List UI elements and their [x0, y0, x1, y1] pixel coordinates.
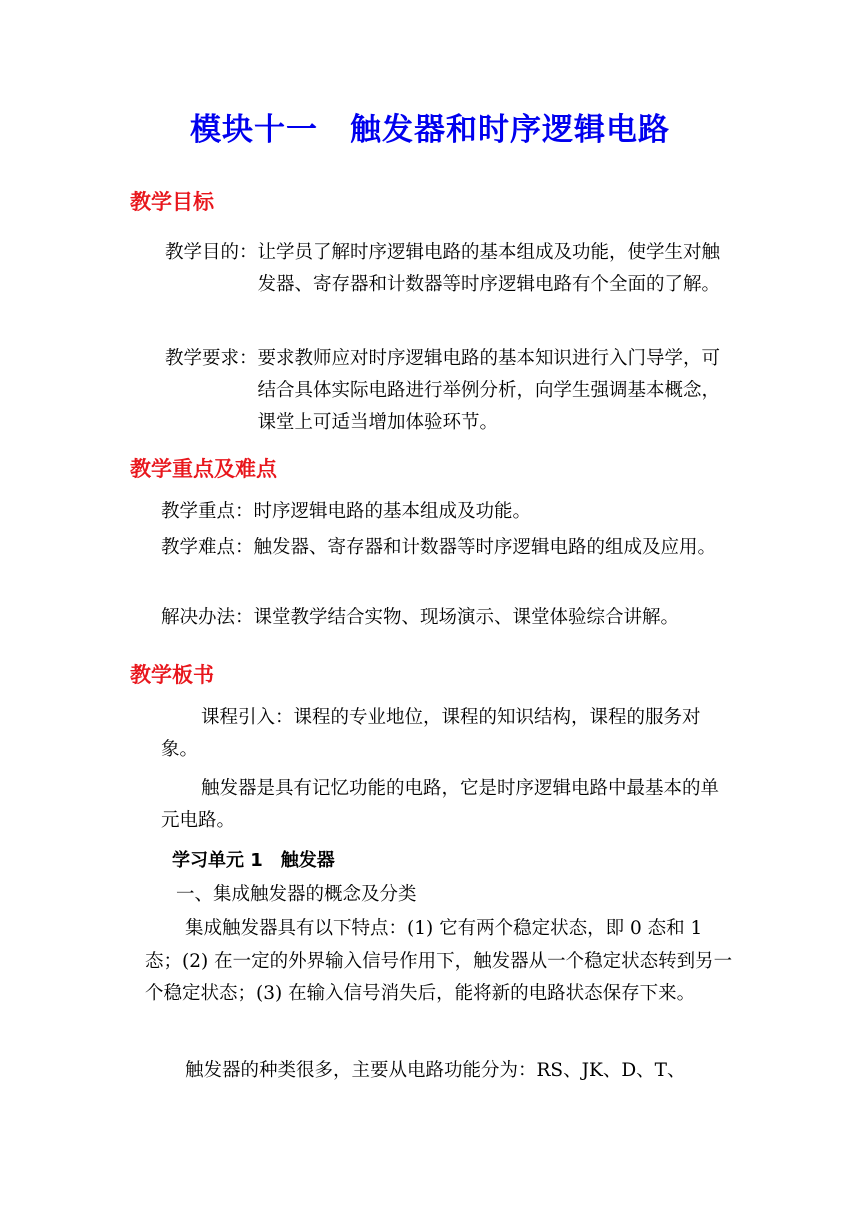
- types-paragraph: 触发器的种类很多，主要从电路功能分为：RS、JK、D、T、: [185, 1060, 686, 1081]
- page-title: 模块十一 触发器和时序逻辑电路: [190, 112, 670, 148]
- teaching-requirement: [165, 343, 735, 439]
- course-intro-paragraph: 课程引入：课程的专业地位，课程的知识结构，课程的服务对象。: [161, 707, 701, 760]
- teaching-focus-label: 教学重点：: [161, 501, 254, 522]
- teaching-difficulty: [161, 532, 735, 564]
- teaching-purpose-text: 让学员了解时序逻辑电路的基本组成及功能，使学生对触发器、寄存器和计数器等时序逻辑电路有个全面的了解。: [257, 242, 721, 295]
- solution-method: [161, 602, 741, 634]
- teaching-difficulty-text: 触发器、寄存器和计数器等时序逻辑电路的组成及应用。: [253, 537, 717, 558]
- teaching-focus: [161, 496, 735, 528]
- teaching-requirement-text: 要求教师应对时序逻辑电路的基本知识进行入门导学，可结合具体实际电路进行举例分析，向学生强调基本概念，课堂上可适当增加体验环节。: [257, 348, 721, 433]
- section-heading-key-points: 教学重点及难点: [130, 457, 277, 481]
- subsection-title: 一、集成触发器的概念及分类: [176, 884, 417, 905]
- solution-method-text: 课堂教学结合实物、现场演示、课堂体验综合讲解。: [253, 607, 680, 628]
- solution-method-label: 解决办法：: [161, 607, 254, 628]
- features-paragraph: 集成触发器具有以下特点：(1) 它有两个稳定状态，即 0 态和 1 态；(2) 在一定的外界输入信号作用下，触发器从一个稳定状态转到另一个稳定状态；(3) 在输入信号消失后，能将新的电路状态保存下来。: [145, 918, 733, 1004]
- unit-title: 学习单元 1 触发器: [172, 850, 335, 871]
- teaching-purpose: [165, 237, 735, 301]
- teaching-focus-text: 时序逻辑电路的基本组成及功能。: [253, 501, 532, 522]
- teaching-difficulty-label: 教学难点：: [161, 537, 254, 558]
- flipflop-intro-paragraph: 触发器是具有记忆功能的电路，它是时序逻辑电路中最基本的单元电路。: [161, 778, 720, 831]
- teaching-purpose-label: 教学目的：: [165, 242, 258, 263]
- teaching-requirement-label: 教学要求：: [165, 348, 258, 369]
- section-heading-board: 教学板书: [130, 663, 214, 687]
- section-heading-objectives: 教学目标: [130, 190, 214, 214]
